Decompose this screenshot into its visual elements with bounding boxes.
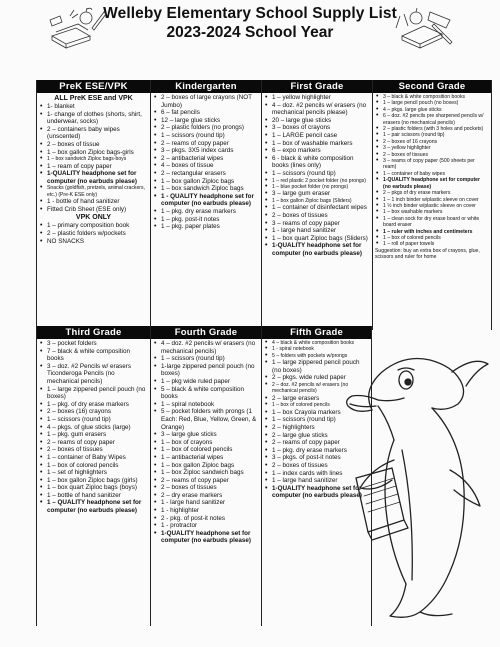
second-grade-list (375, 94, 489, 248)
list-item: • 2 – plastic folders (no prongs) (153, 124, 259, 132)
list-item: • 3 – boxes of crayons (264, 124, 370, 132)
list-item: • 1 – pkg. dry erase markers (264, 447, 369, 455)
list-item: • 2 – containers baby wipes (unscented) (39, 126, 148, 141)
list-item: • 1- change of clothes (shorts, shirt, underwear, socks) (39, 111, 148, 126)
list-item: • 2 – boxes of large crayons (NOT Jumbo) (153, 94, 259, 109)
list-item: • 2 – pkgs. wide ruled paper (264, 374, 369, 382)
dolphin-mascot-clipart (342, 350, 492, 622)
list-item: • 1 – set of highlighters (39, 469, 148, 477)
list-item: • 1 – scissors (round tip) (153, 132, 259, 140)
list-item: • 1 – bottle of hand sanitizer (39, 492, 148, 500)
list-item: • 2 – boxes of tissues (153, 484, 259, 492)
first-grade-list (264, 94, 370, 258)
list-item: • 5 – black & white composition books (153, 386, 259, 401)
list-item: • 1-QUALITY headphone set for computer (no earbuds please) (264, 485, 369, 500)
prek-list (39, 103, 148, 213)
list-item: • 4 – boxes of tissue (153, 162, 259, 170)
list-item: • 2 – boxes of 16 crayons (375, 139, 489, 145)
list-item: • 1 - highlighter (153, 507, 259, 515)
list-item: • 1 – ruler with inches and centimeters (375, 229, 489, 235)
list-item: • 6 – fat pencils (153, 109, 259, 117)
list-item: • 1 – box quart Ziploc bags (boys) (39, 484, 148, 492)
list-item: • 5 – folders with pockets w/prongs (264, 353, 369, 359)
list-item: • Snacks (goldfish, pretzels, animal crackers, etc.) (Pre-K ESE only) (39, 185, 148, 198)
list-item: • 1- blanket (39, 103, 148, 111)
list-item: • 1 – primary composition book (39, 222, 148, 230)
list-item: • 6 – doz. #2 pencils pre sharpened pencils w/ erasers (no mechanical pencils) (375, 113, 489, 126)
list-item: • 1 – pkg. dry erase markers (153, 208, 259, 216)
column-kindergarten (150, 80, 261, 330)
list-item: • 1 – box of colored pencils (153, 446, 259, 454)
third-grade-list (39, 340, 148, 515)
list-item: • 2 – boxes of tissues (39, 446, 148, 454)
list-item: • 4 – doz. #2 pencils w/ erasers (no mechanical pencils) (153, 340, 259, 355)
column-third-grade (36, 326, 150, 626)
list-item: • 1 – box gallon Ziploc bags-girls (39, 149, 148, 157)
list-item: • 4 – black & white composition books (264, 340, 369, 346)
column-heading: Fourth Grade (151, 326, 261, 339)
list-item: • 1 – spiral notebook (153, 401, 259, 409)
list-item: • 1 – container of baby wipes (375, 171, 489, 177)
list-item: • 1 – pkg. of dry erase markers (39, 401, 148, 409)
list-item: • 1 – pkg. post-it notes (153, 216, 259, 224)
column-heading: PreK ESE/VPK (37, 80, 150, 93)
column-second-grade (372, 80, 492, 330)
list-item: • 2 – dry erase markers (153, 492, 259, 500)
page-title: Welleby Elementary School Supply List (103, 5, 397, 22)
list-item: • 4 – pkgs. of glue sticks (large) (39, 424, 148, 432)
list-item: • 3 – yellow highlighter (375, 145, 489, 151)
list-item: • 1 – pair scissors (round tip) (375, 132, 489, 138)
school-supplies-clipart-left (46, 6, 108, 52)
list-item: • 2 - pkg. of post-it notes (153, 515, 259, 523)
list-item: • 2 – antibacterial wipes (153, 155, 259, 163)
list-item: • 12 – large glue sticks (153, 117, 259, 125)
list-item: • 1 – large zippered pencil pouch (no boxes) (39, 386, 148, 401)
list-item: • 7 – black & white composition books (39, 348, 148, 363)
list-item: • 1-QUALITY headphone set for computer (no earbuds please) (153, 530, 259, 545)
list-item: • 3 – doz. #2 Pencils w/ erasers Ticonderoga Pencils (no mechanical pencils) (39, 363, 148, 386)
list-item: • 1 – clean sock for dry erase board or white board eraser (375, 216, 489, 229)
column-heading: First Grade (262, 80, 372, 93)
list-item: • 3 – large gum eraser (264, 190, 370, 198)
list-item: • 1 – box quart Ziploc bags (Sliders) (264, 235, 370, 243)
second-grade-note: Suggestion: buy an extra box of crayons, glue, scissors and ruler for home (375, 247, 480, 260)
list-item: • 1 – box sandwich Ziploc bags (153, 185, 259, 193)
list-item: • 1 – 1 inch binder w/plastic sleeve on cover (375, 197, 489, 203)
list-item: • 3 – black & white composition books (375, 94, 489, 100)
list-item: • 1 – box gallon Ziploc bags (girls) (39, 477, 148, 485)
list-item: • 1 – large zippered pencil pouch (no boxes) (264, 359, 369, 374)
list-item: • 4 – doz. #2 pencils w/ erasers (no mechanical pencils please) (264, 102, 370, 117)
list-item: • 2 – reams of copy paper (39, 439, 148, 447)
list-item: • 1 – large hand sanitizer (264, 477, 369, 485)
list-item: • 1 – container of disinfectant wipes (264, 204, 370, 212)
fourth-grade-list (153, 340, 259, 545)
list-item: • 1 – box of colored pencils (375, 235, 489, 241)
list-item: • 1 – scissors (round tip) (153, 355, 259, 363)
list-item: • 1 – box washable markers (375, 209, 489, 215)
list-item: • 1 – box Ziploc sandwich bags (153, 469, 259, 477)
list-item: • 3 – reams of copy paper (264, 220, 370, 228)
list-item: • 1 – pkg. gum erasers (39, 431, 148, 439)
prek-intro: ALL PreK ESE and VPK (54, 95, 133, 102)
list-item: • 1 – blue pocket folder (no prongs) (264, 184, 370, 190)
list-item: • 1 - spiral notebook (264, 346, 369, 352)
list-item: • 2 – plastic folders (with 3 holes and pockets) (375, 126, 489, 132)
list-item: • 1 – box sandwich Ziploc bags-boys (39, 156, 148, 162)
list-item: • 1-large zippered pencil pouch (no boxes) (153, 363, 259, 378)
list-item: • 3 – pkgs. of post-it notes (264, 454, 369, 462)
column-first-grade (261, 80, 372, 330)
list-item: • 3 – pkgs. 3X5 index cards (153, 147, 259, 155)
column-heading: Kindergarten (151, 80, 261, 93)
list-item: • 1 – ream of copy paper (39, 163, 148, 171)
list-item: • 1 ½ inch binder w/plastic sleeve on cover (375, 203, 489, 209)
list-item: • 2 – pkgs of dry erase markers (375, 190, 489, 196)
column-prek (36, 80, 150, 330)
list-item: • 1 - large hand sanitizer (264, 227, 370, 235)
list-item: • 2 – large glue sticks (264, 432, 369, 440)
list-item: • 1 – scissors (round tip) (39, 416, 148, 424)
list-item: • 2 – boxes (16) crayons (39, 408, 148, 416)
school-supplies-clipart-right (394, 6, 456, 52)
list-item: • 1 – pkg. paper plates (153, 223, 259, 231)
column-heading: Third Grade (37, 326, 150, 339)
list-item: • 2 – rectangular erasers (153, 170, 259, 178)
list-item: • 6 – expo markers (264, 147, 370, 155)
list-item: • 1-QUALITY headphone set for computer (no earbuds please) (375, 177, 489, 190)
kindergarten-list (153, 94, 259, 231)
list-item: • 2 – doz. #2 pencils w/ erasers (no mechanical pencils) (264, 382, 369, 395)
list-item: • 1 – scissors (round tip) (264, 416, 369, 424)
list-item: • Fitted Crib Sheet (ESE only) (39, 206, 148, 214)
list-item: • 3 – pocket folders (39, 340, 148, 348)
list-item: • 1 – roll of paper towels (375, 241, 489, 247)
school-year: 2023-2024 School Year (166, 24, 334, 41)
list-item: • 2 – highlighters (264, 424, 369, 432)
list-item: • 2 – boxes of tissue (39, 141, 148, 149)
list-item: • 2 – reams of copy paper (153, 477, 259, 485)
top-grade-row (36, 80, 492, 330)
list-item: • 1 – box gallon Ziploc bags (153, 178, 259, 186)
list-item: • 1 - QUALITY headphone set for computer (no earbuds please) (153, 193, 259, 208)
list-item: • 1 – box of colored pencils (264, 402, 369, 408)
list-item: • 20 – large glue sticks (264, 117, 370, 125)
list-item: • 2 – boxes of tissues (375, 152, 489, 158)
list-item: • 1 – box gallon Ziploc bags (153, 462, 259, 470)
list-item: • 2 – reams of copy paper (264, 439, 369, 447)
list-item: • 2 – reams of copy paper (153, 140, 259, 148)
list-item: • 1 – pkg wide ruled paper (153, 378, 259, 386)
list-item: • 1 – yellow highlighter (264, 94, 370, 102)
list-item: • 4 – pkgs. large glue sticks (375, 107, 489, 113)
list-item: • 6 - black & white composition books (lines only) (264, 155, 370, 170)
column-fourth-grade (150, 326, 261, 626)
list-item: • 1 – scissors (round tip) (264, 170, 370, 178)
list-item: • 2 – plastic folders w/pockets (39, 230, 148, 238)
list-item: • 1 - protractor (153, 522, 259, 530)
list-item: • 1 – box Crayola markers (264, 409, 369, 417)
list-item: • 2 – large erasers (264, 395, 369, 403)
list-item: • 1 - bottle of hand sanitizer (39, 198, 148, 206)
list-item: • 1 – box of washable markers (264, 140, 370, 148)
list-item: • 1 – box of colored pencils (39, 462, 148, 470)
list-item: • 1 – container of Baby Wipes (39, 454, 148, 462)
list-item: • 1 – LARGE pencil case (264, 132, 370, 140)
list-item: • 1 – antibacterial wipes (153, 454, 259, 462)
list-item: • 1 – QUALITY headphone set for computer (no earbuds please) (39, 499, 148, 514)
list-item: • 1-QUALITY headphone set for computer (no earbuds please) (39, 170, 148, 185)
vpk-only-heading: VPK ONLY (75, 214, 112, 222)
list-item: • 1 – red plastic 2 pocket folder (no prongs) (264, 178, 370, 184)
list-item: • 3 – large glue sticks (153, 431, 259, 439)
vpk-list (39, 222, 148, 245)
list-item: • 3 – reams of copy paper (500 sheets per ream) (375, 158, 489, 171)
list-item: • 2 – boxes of tissues (264, 212, 370, 220)
column-heading: Second Grade (373, 80, 491, 93)
list-item: • 1 – box of crayons (153, 439, 259, 447)
list-item: • 2 – boxes of tissues (264, 462, 369, 470)
list-item: • 5 – pocket folders with prongs (1 Each: Red, Blue, Yellow, Green, & Orange) (153, 408, 259, 431)
list-item: • 1 – large pencil pouch (no boxes) (375, 100, 489, 106)
column-heading: Fifth Grade (262, 326, 371, 339)
list-item: • 1 – box gallon Ziploc bags (Sliders) (264, 198, 370, 204)
list-item: • 1-QUALITY headphone set for computer (no earbuds please) (264, 242, 370, 257)
list-item: • 1 - large hand sanitizer (153, 499, 259, 507)
list-item: • NO SNACKS (39, 238, 148, 246)
list-item: • 1 – index cards with lines (264, 470, 369, 478)
